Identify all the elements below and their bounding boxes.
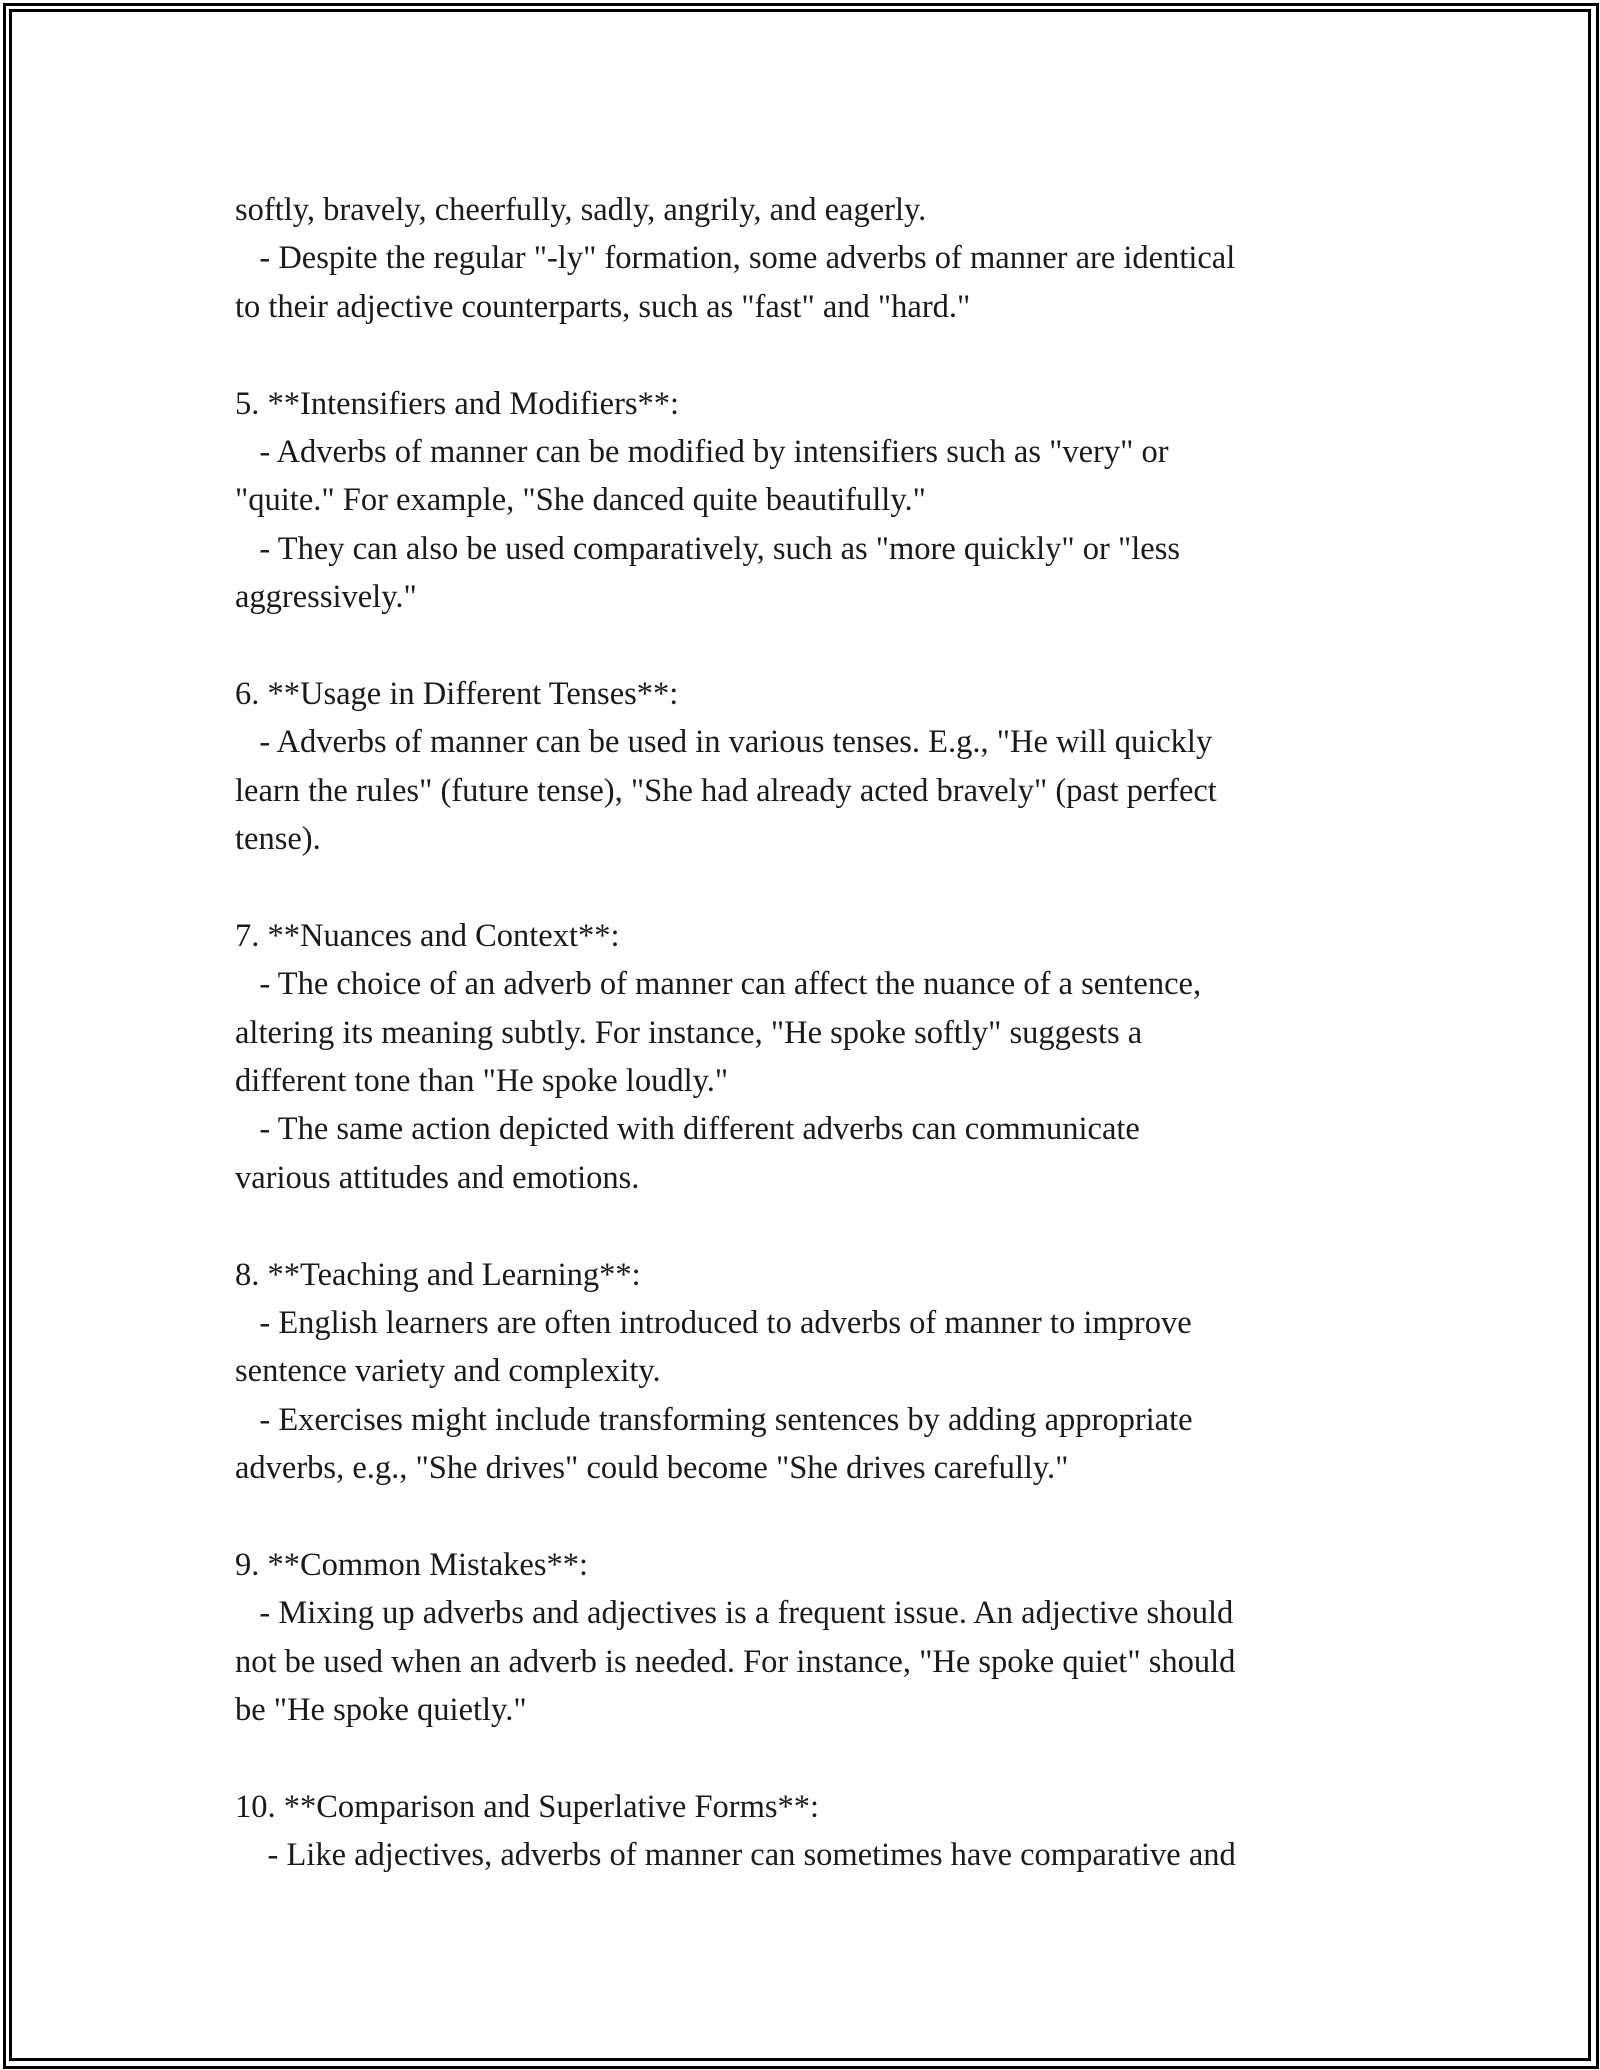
text-line: - The choice of an adverb of manner can affect the nuance of a sentence, bbox=[235, 966, 1202, 1003]
text-line: - English learners are often introduced to adverbs of manner to improve bbox=[235, 1304, 1192, 1341]
text-line: aggressively." bbox=[235, 579, 417, 616]
text-line: - Exercises might include transforming sentences by adding appropriate bbox=[235, 1401, 1193, 1438]
blank-line bbox=[235, 622, 1415, 670]
text-line: - Adverbs of manner can be modified by intensifiers such as "very" or bbox=[235, 433, 1169, 470]
text-line: - Despite the regular "-ly" formation, some adverbs of manner are identical bbox=[235, 240, 1236, 277]
section-heading: 8. **Teaching and Learning**: bbox=[235, 1256, 641, 1293]
text-line: learn the rules" (future tense), "She had already acted bravely" (past perfect bbox=[235, 772, 1217, 809]
text-line: altering its meaning subtly. For instance, "He spoke softly" suggests a bbox=[235, 1014, 1143, 1051]
text-line: - Like adjectives, adverbs of manner can sometimes have comparative and bbox=[235, 1837, 1236, 1874]
text-line: various attitudes and emotions. bbox=[235, 1159, 640, 1196]
text-line: softly, bravely, cheerfully, sadly, angrily, and eagerly. bbox=[235, 192, 927, 228]
section-heading: 6. **Usage in Different Tenses**: bbox=[235, 675, 679, 712]
blank-line bbox=[235, 863, 1415, 911]
blank-line bbox=[235, 1493, 1415, 1541]
section-heading: 9. **Common Mistakes**: bbox=[235, 1546, 588, 1583]
blank-line bbox=[235, 1735, 1415, 1783]
text-line: to their adjective counterparts, such as "fast" and "hard." bbox=[235, 288, 971, 325]
text-line: - The same action depicted with different adverbs can communicate bbox=[235, 1111, 1140, 1148]
text-line: be "He spoke quietly." bbox=[235, 1692, 527, 1729]
text-line: not be used when an adverb is needed. For instance, "He spoke quiet" should bbox=[235, 1643, 1236, 1680]
section-heading: 5. **Intensifiers and Modifiers**: bbox=[235, 385, 680, 422]
text-line: "quite." For example, "She danced quite beautifully." bbox=[235, 482, 926, 519]
text-line: - Adverbs of manner can be used in various tenses. E.g., "He will quickly bbox=[235, 724, 1213, 761]
text-line: sentence variety and complexity. bbox=[235, 1353, 661, 1390]
text-line: - Mixing up adverbs and adjectives is a frequent issue. An adjective should bbox=[235, 1595, 1234, 1632]
text-line: tense). bbox=[235, 821, 321, 858]
section-heading: 10. **Comparison and Superlative Forms**: bbox=[235, 1788, 820, 1825]
text-line: - They can also be used comparatively, such as "more quickly" or "less bbox=[235, 530, 1181, 567]
section-heading: 7. **Nuances and Context**: bbox=[235, 917, 620, 954]
document-body bbox=[235, 186, 1415, 1880]
blank-line bbox=[235, 1202, 1415, 1250]
text-line: different tone than "He spoke loudly." bbox=[235, 1063, 729, 1100]
blank-line bbox=[235, 331, 1415, 379]
text-line: adverbs, e.g., "She drives" could become "She drives carefully." bbox=[235, 1450, 1069, 1487]
